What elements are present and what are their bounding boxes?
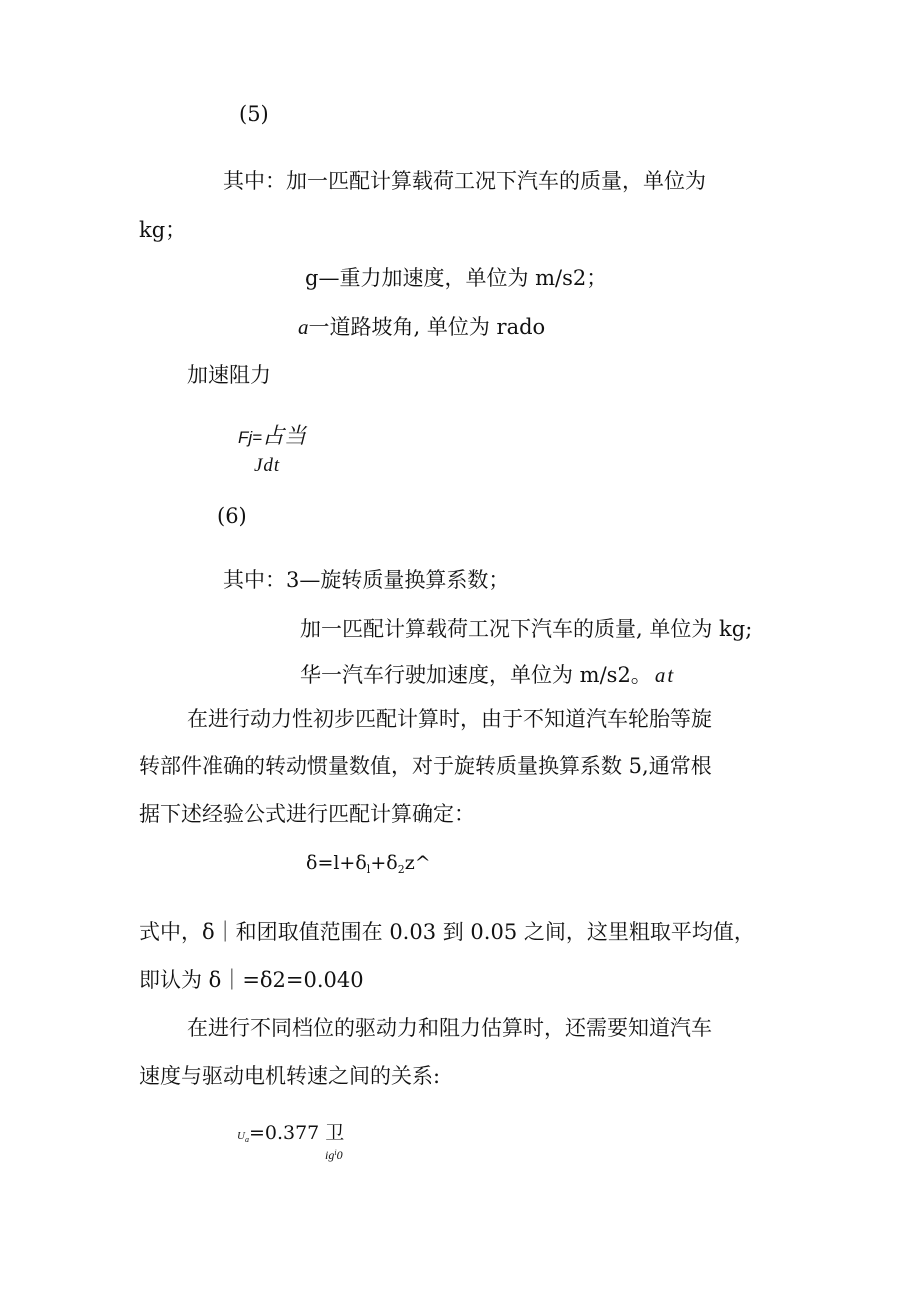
paragraph-1-line1: 在进行动力性初步匹配计算时，由于不知道汽车轮胎等旋	[187, 707, 712, 731]
alpha-symbol: a	[298, 315, 309, 339]
delta-formula: $\delta=l+\delta_l+\delta_2z\^{}$	[306, 852, 431, 876]
equation-6-denominator: Jdt	[254, 455, 281, 476]
slope-definition-line1: 其中：加一匹配计算载荷工况下汽车的质量，单位为	[223, 169, 706, 193]
acceleration-definition-text: 华一汽车行驶加速度，单位为 m/s2。	[300, 663, 652, 687]
mass-definition: 加一匹配计算载荷工况下汽车的质量, 单位为 kg;	[300, 617, 753, 641]
acceleration-resistance-heading: 加速阻力	[187, 363, 271, 387]
paragraph-2-line1: 式中，δ｜和团取值范围在 0.03 到 0.05 之间，这里粗取平均值，	[139, 920, 755, 944]
acceleration-definition	[300, 665, 675, 686]
paragraph-1-line2: 转部件准确的转动惯量数值，对于旋转质量换算系数 5,通常根	[139, 754, 712, 778]
equation-6-number: (6)	[217, 504, 247, 528]
speed-formula: Ua=0.377 卫	[237, 1122, 345, 1144]
slope-angle-text: 一道路坡角, 单位为 rado	[308, 315, 546, 339]
rotation-coefficient-definition: 其中：3—旋转质量换算系数；	[223, 568, 510, 592]
gravity-definition: g—重力加速度，单位为 m/s2；	[305, 266, 608, 290]
equation-6-formula	[238, 425, 306, 447]
equation-5-number: (5)	[239, 102, 269, 126]
equation-6-numerator: 占当	[262, 423, 307, 448]
paragraph-2-line2: 即认为 δ｜=δ2=0.040	[139, 968, 364, 992]
slope-definition-line1-cont: kg；	[139, 218, 187, 242]
acceleration-definition-tail: at	[654, 663, 676, 687]
slope-angle-definition	[298, 317, 545, 338]
speed-formula-denominator: $ig^i0$	[325, 1148, 343, 1162]
paragraph-3-line1: 在进行不同档位的驱动力和阻力估算时，还需要知道汽车	[187, 1016, 712, 1040]
paragraph-1-line3: 据下述经验公式进行匹配计算确定：	[139, 802, 475, 826]
equation-6-lhs: Fj=	[238, 428, 263, 447]
paragraph-3-line2: 速度与驱动电机转速之间的关系:	[139, 1064, 441, 1088]
